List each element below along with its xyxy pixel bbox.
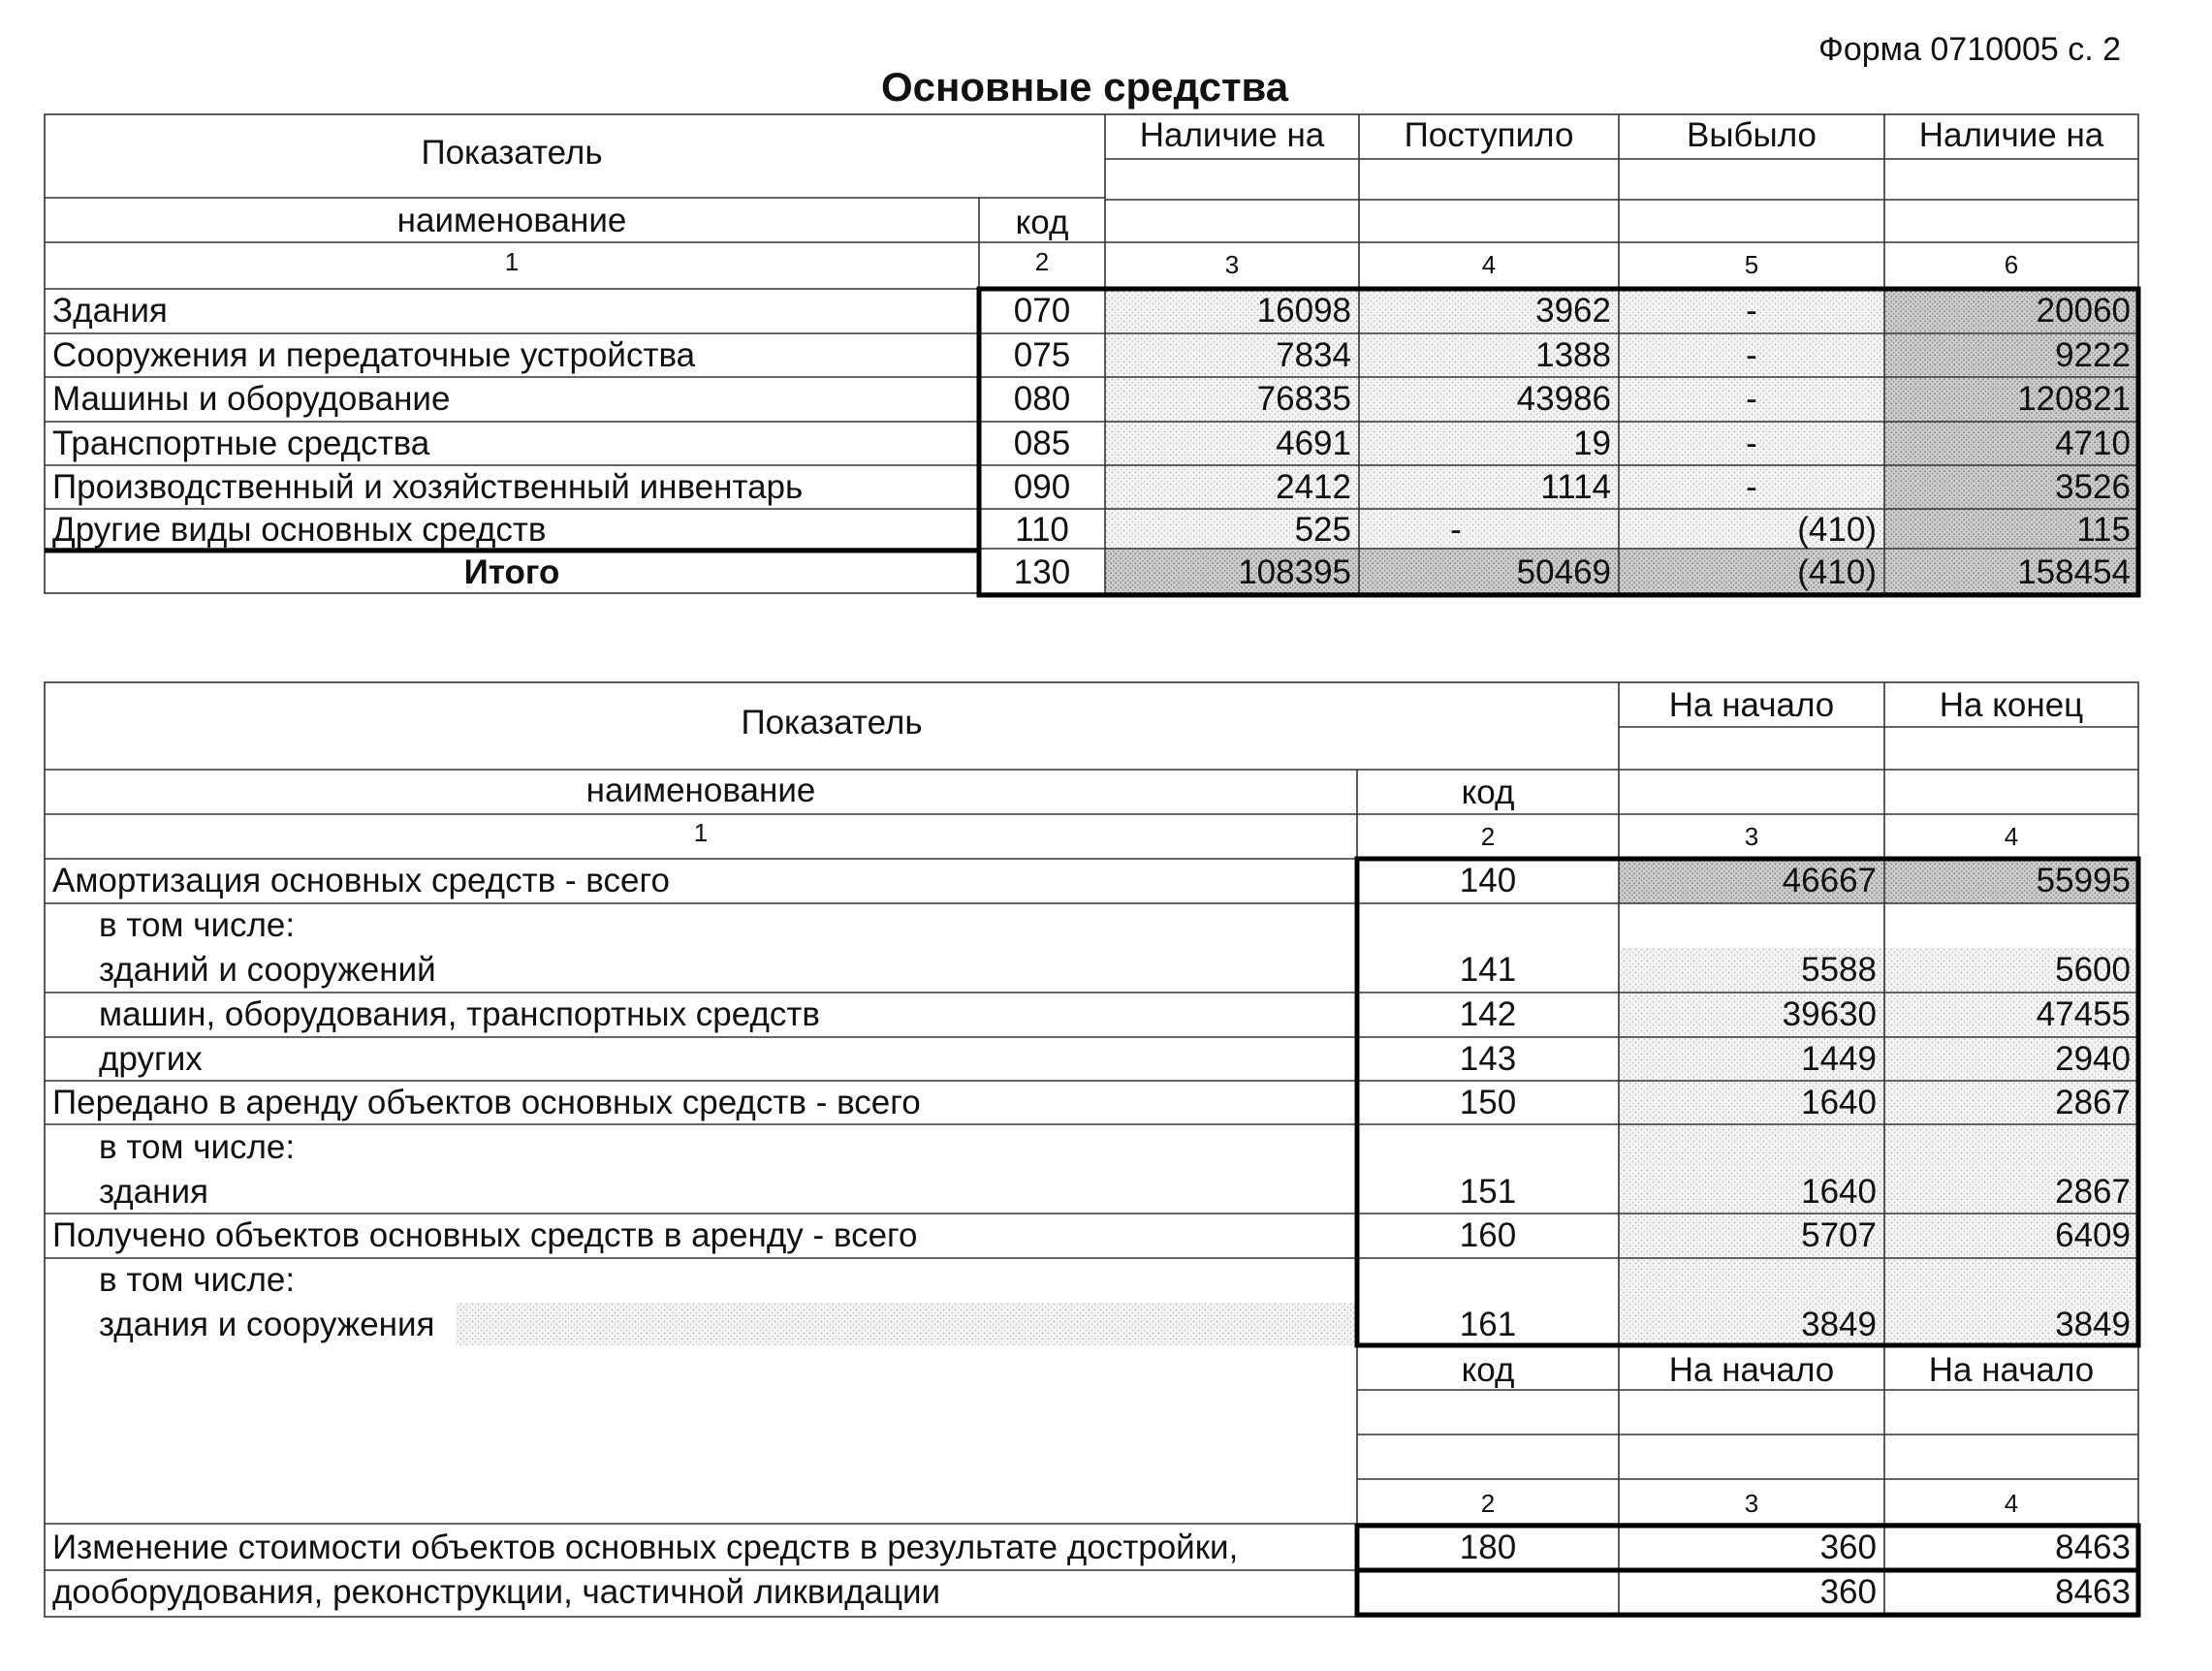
row-name: в том числе:: [99, 1128, 296, 1166]
col-number: 4: [2004, 1489, 2019, 1518]
row-value-end: 20060: [2036, 292, 2131, 330]
col-number: 4: [1481, 250, 1497, 279]
row-value-end: 115: [2076, 511, 2131, 549]
row-code: 110: [1015, 511, 1069, 549]
col-number: 1: [693, 818, 709, 847]
row-name: дооборудования, реконструкции, частичной ликвидации: [52, 1573, 941, 1611]
header-indicator: Показатель: [741, 704, 923, 741]
row-name: Здания: [52, 292, 168, 330]
header-col6: Наличие на: [1918, 116, 2104, 154]
total-value-disposed: (410): [1797, 553, 1877, 591]
row-name: зданий и сооружений: [99, 951, 436, 989]
row-name: здания: [99, 1173, 208, 1211]
row-value-start: 76835: [1256, 380, 1351, 418]
row-code: 080: [1013, 380, 1071, 418]
row-value-received: -: [1450, 511, 1462, 549]
row-value-start: 3849: [1801, 1306, 1877, 1343]
row-code: 140: [1459, 862, 1517, 899]
row-code: 085: [1013, 425, 1071, 462]
row-value-end: 8463: [2055, 1573, 2131, 1611]
row-name: в том числе:: [99, 906, 296, 944]
row-value-end: 47455: [2036, 995, 2131, 1033]
row-name: в том числе:: [99, 1261, 296, 1299]
col-number: 6: [2004, 250, 2019, 279]
document-title: Основные средства: [881, 64, 1289, 110]
row-value-received: 19: [1573, 425, 1611, 462]
row-code: 070: [1013, 292, 1071, 330]
row-name: Транспортные средства: [52, 425, 430, 462]
total-value-received: 50469: [1516, 553, 1611, 591]
row-value-end: 2867: [2055, 1084, 2131, 1121]
col-number: 4: [2004, 822, 2019, 851]
row-name: здания и сооружения: [99, 1306, 435, 1343]
row-value-start: 525: [1294, 511, 1351, 549]
row-name: Изменение стоимости объектов основных средств в результате достройки,: [52, 1529, 1239, 1566]
row-value-start: 1640: [1801, 1084, 1877, 1121]
col-number: 3: [1224, 250, 1240, 279]
row-value-end: 2867: [2055, 1173, 2131, 1211]
row-value-received: 1388: [1535, 336, 1611, 374]
header-name: наименование: [396, 202, 627, 239]
header-col4: Поступило: [1404, 116, 1574, 154]
row-value-received: 3962: [1535, 292, 1611, 330]
row-name: Производственный и хозяйственный инвентарь: [52, 468, 804, 506]
row-code: 160: [1459, 1216, 1517, 1254]
row-value-start: 5707: [1801, 1216, 1877, 1254]
header-col4: На конец: [1939, 686, 2084, 724]
row-value-received: 43986: [1516, 380, 1611, 418]
row-value-disposed: -: [1746, 425, 1757, 462]
row-value-start: 7834: [1276, 336, 1351, 374]
col-number: 3: [1744, 822, 1759, 851]
row-code: 161: [1459, 1306, 1517, 1343]
col-number: 5: [1744, 250, 1759, 279]
row-name: Амортизация основных средств - всего: [52, 862, 670, 899]
row-value-end: 4710: [2055, 425, 2131, 462]
header-code: код: [1015, 204, 1069, 241]
form-number-label: Форма 0710005 с. 2: [1818, 31, 2122, 68]
row-value-start: 16098: [1256, 292, 1351, 330]
row-name: машин, оборудования, транспортных средств: [99, 995, 821, 1033]
row-value-disposed: -: [1746, 380, 1757, 418]
header-col3: На начало: [1668, 686, 1835, 724]
row-code: 143: [1459, 1040, 1517, 1078]
subheader-col3: На начало: [1668, 1351, 1835, 1389]
row-value-start: 360: [1819, 1529, 1877, 1566]
row-value-end: 9222: [2055, 336, 2131, 374]
row-value-disposed: -: [1746, 336, 1757, 374]
col-number: 2: [1034, 247, 1050, 276]
header-col5: Выбыло: [1687, 116, 1817, 154]
row-code: 075: [1013, 336, 1071, 374]
header-indicator: Показатель: [421, 134, 603, 172]
col-number: 2: [1480, 1489, 1496, 1518]
row-value-start: 5588: [1801, 951, 1877, 989]
row-value-end: 2940: [2055, 1040, 2131, 1078]
row-value-end: 8463: [2055, 1529, 2131, 1566]
row-value-start: 39630: [1782, 995, 1877, 1033]
total-value-start: 108395: [1238, 553, 1351, 591]
row-value-end: 5600: [2055, 951, 2131, 989]
total-value-end: 158454: [2017, 553, 2131, 591]
row-code: 151: [1459, 1173, 1517, 1211]
row-code: 150: [1459, 1084, 1517, 1121]
row-code: 090: [1013, 468, 1071, 506]
row-value-end: 6409: [2055, 1216, 2131, 1254]
row-value-received: 1114: [1540, 468, 1611, 506]
header-code: код: [1461, 773, 1515, 811]
row-name: Получено объектов основных средств в аренду - всего: [52, 1216, 918, 1254]
row-value-start: 46667: [1782, 862, 1877, 899]
row-name: Машины и оборудование: [52, 380, 451, 418]
row-name: Передано в аренду объектов основных средств - всего: [52, 1084, 921, 1121]
total-code: 130: [1013, 553, 1071, 591]
row-value-end: 120821: [2017, 380, 2131, 418]
col-number: 1: [504, 247, 520, 276]
row-value-start: 2412: [1276, 468, 1351, 506]
row-value-start: 1640: [1801, 1173, 1877, 1211]
row-value-end: 3526: [2055, 468, 2131, 506]
header-name: наименование: [585, 772, 816, 809]
row-code: 142: [1459, 995, 1517, 1033]
row-value-start: 4691: [1276, 425, 1351, 462]
row-value-start: 1449: [1801, 1040, 1877, 1078]
col-number: 2: [1480, 822, 1496, 851]
row-code: 180: [1459, 1529, 1517, 1566]
row-value-disposed: -: [1746, 292, 1757, 330]
row-value-disposed: (410): [1797, 511, 1877, 549]
row-value-end: 3849: [2055, 1306, 2131, 1343]
total-label: Итого: [463, 553, 560, 591]
row-value-start: 360: [1819, 1573, 1877, 1611]
row-value-end: 55995: [2036, 862, 2131, 899]
subheader-code: код: [1461, 1351, 1515, 1389]
row-value-disposed: -: [1746, 468, 1757, 506]
subheader-col4: На начало: [1928, 1351, 2095, 1389]
col-number: 3: [1744, 1489, 1759, 1518]
row-name: Другие виды основных средств: [52, 511, 547, 549]
header-col3: Наличие на: [1139, 116, 1325, 154]
row-name: Сооружения и передаточные устройства: [52, 336, 696, 374]
row-code: 141: [1459, 951, 1517, 989]
row-name: других: [99, 1040, 203, 1078]
